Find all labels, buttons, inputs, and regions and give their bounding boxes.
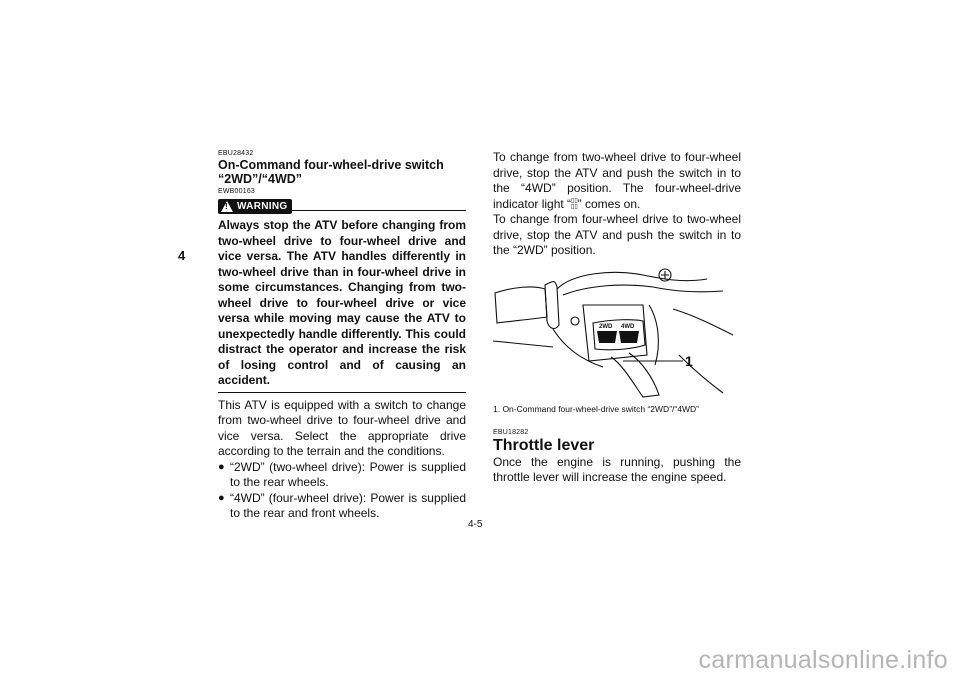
chapter-tab: 4 bbox=[178, 248, 186, 263]
page-number: 4-5 bbox=[468, 519, 483, 530]
throttle-heading: Throttle lever bbox=[493, 436, 595, 454]
label-2wd: 2WD bbox=[599, 323, 613, 330]
warning-triangle-icon: ! bbox=[221, 201, 233, 212]
section-code-2: EBU18282 bbox=[493, 428, 529, 436]
throttle-lever bbox=[611, 353, 659, 397]
label-4wd: 4WD bbox=[621, 323, 635, 330]
drive-mode-list bbox=[218, 460, 466, 522]
switch-instructions-2: To change from four-wheel drive to two-wheel drive, stop the ATV and push the switch in to the “2WD” position. bbox=[493, 212, 741, 257]
warning-label: WARNING bbox=[237, 200, 288, 212]
left-column bbox=[218, 150, 466, 522]
warning-text: Always stop the ATV before changing from two-wheel drive to four-wheel drive and vice versa. The ATV handles differently in two-wheel drive than in four-wheel drive in some circumstances. Changing from two-wheel drive to four-wheel drive or vice versa while moving may cause the ATV to unexpectedly handle differently. This could distract the operator and increase the risk of losing control and of causing an accident. bbox=[218, 218, 466, 393]
callout-number: 1 bbox=[685, 352, 693, 369]
section-code: EBU28432 bbox=[218, 150, 254, 157]
brake-lever bbox=[557, 272, 707, 289]
intro-paragraph: This ATV is equipped with a switch to change from two-wheel drive to four-wheel drive and vice versa. Select the appropriate drive according to the terrain and the conditions. bbox=[218, 397, 466, 458]
switch-button-4wd bbox=[619, 331, 639, 343]
bullet-icon: ● bbox=[218, 491, 225, 504]
handlebar-grip bbox=[495, 286, 547, 322]
warning-header bbox=[218, 198, 466, 214]
switch-button-2wd bbox=[597, 331, 617, 343]
switch-instructions: To change from two-wheel drive to four-wheel drive, stop the ATV and push the switch in to the “4WD” position. The four-wheel-drive indicator light “▯▯ ▯▯” comes on. bbox=[493, 150, 741, 211]
list-item: ● “2WD” (two-wheel drive): Power is supplied to the rear wheels. bbox=[218, 459, 466, 489]
figure-caption: 1. On-Command four-wheel-drive switch “2WD”/“4WD” bbox=[493, 403, 699, 414]
warning-badge bbox=[218, 199, 292, 214]
section-heading: On-Command four-wheel-drive switch “2WD”/“4WD” bbox=[218, 158, 444, 186]
right-column bbox=[493, 150, 741, 486]
list-item: ● “4WD” (four-wheel drive): Power is supplied to the rear and front wheels. bbox=[218, 490, 466, 520]
bullet-icon: ● bbox=[218, 460, 225, 473]
four-wheel-drive-indicator-icon: ▯▯ ▯▯ bbox=[571, 198, 578, 211]
warning-rule bbox=[292, 210, 466, 211]
throttle-paragraph: Once the engine is running, pushing the throttle lever will increase the engine speed. bbox=[493, 454, 741, 484]
watermark: carmanualsonline.info bbox=[698, 646, 948, 674]
warning-code: EWB00163 bbox=[218, 188, 256, 195]
handlebar-switch-illustration bbox=[493, 265, 741, 403]
